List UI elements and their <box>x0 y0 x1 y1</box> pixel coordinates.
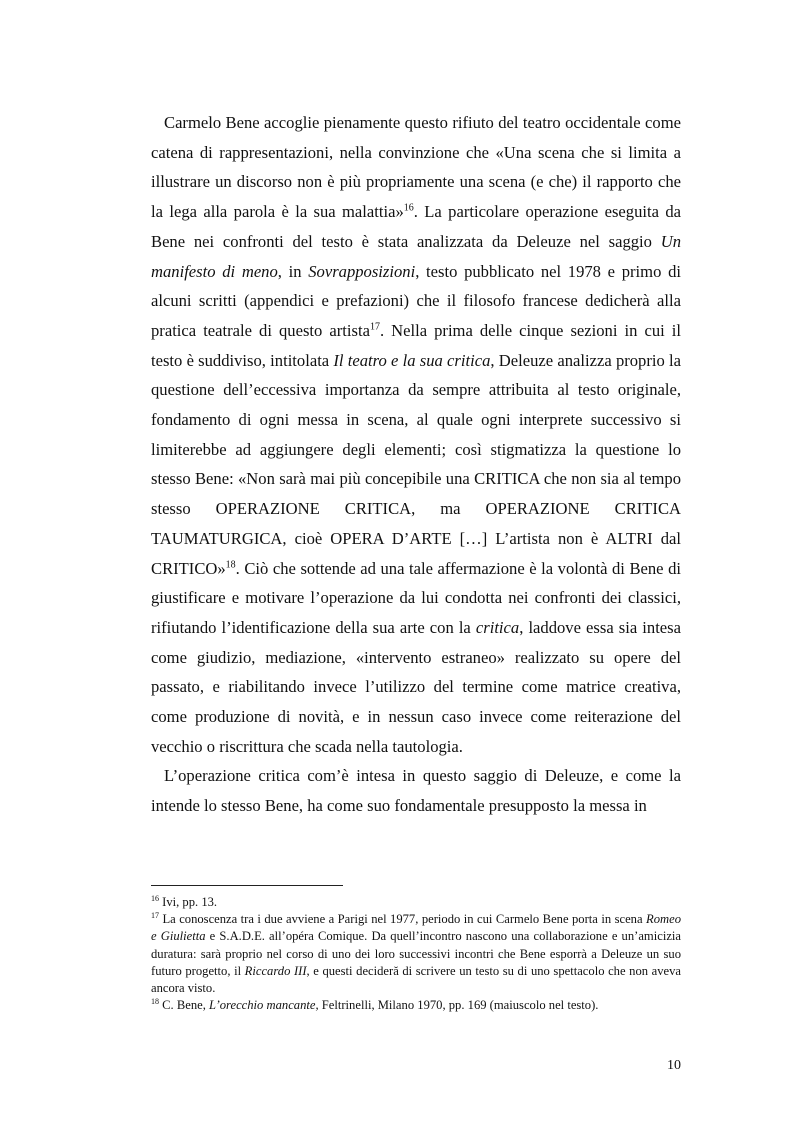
text-run: , laddove essa sia intesa come giudizio, mediazione, «intervento estraneo» realizzato su opere del passato, e riabilitando invece l’utilizzo del termine come matrice creativa, come produzione di novità, e in nessun caso invece come reiterazione del vecchio o riscrittura che scada nella tautologia. <box>151 617 681 756</box>
footnote-separator <box>151 885 343 886</box>
footnote-reference: 17 <box>369 321 380 333</box>
body-text <box>151 108 681 821</box>
paragraph-2 <box>151 761 681 820</box>
footnotes <box>151 894 681 1014</box>
text-run: . Nella prima delle cinque sezioni in cui il testo è suddiviso, intitolata <box>151 320 682 370</box>
text-run: L’operazione critica com’è intesa in questo saggio di Deleuze, e come la intende lo stesso Bene, ha come suo fondamentale presupposto la messa in <box>151 766 681 816</box>
page-number: 10 <box>667 1058 681 1073</box>
italic-text: L’orecchio mancante, <box>209 998 319 1013</box>
text-run: , e questi decideră di scrivere un testo su di uno spettacolo che non aveva ancora visto. <box>151 963 681 996</box>
footnote-reference: 18 <box>225 559 236 571</box>
footnote-18 <box>151 997 681 1014</box>
paragraph-1 <box>151 108 681 761</box>
italic-text: Romeo e Giulietta <box>151 912 681 944</box>
text-run: . La particolare operazione eseguita da Bene nei confronti del testo è stata analizzata da Deleuze nel saggio <box>151 202 681 251</box>
italic-text: Sovrapposizioni <box>308 261 416 281</box>
text-run: C. Bene, <box>159 998 210 1013</box>
text-run: , in <box>277 261 309 281</box>
footnote-number: 18 <box>151 997 159 1007</box>
footnote-number: 17 <box>151 911 159 921</box>
footnote-16 <box>151 894 681 911</box>
text-run: , Deleuze analizza proprio la questione dell’eccessiva importanza da sempre attribuita al testo originale, fondamento di ogni messa in scena, al quale ogni interprete successivo si limiterebbe ad aggiungere degli elementi; così stigmatizza la questione lo stesso Bene: «Non sarà mai più concepibile una CRITICA che non sia al tempo stesso OPERAZIONE CRITICA, ma OPERAZIONE CRITICA TAUMATURGICA, cioè OPERA D’ARTE […] L’artista non è ALTRI dal CRITICO» <box>151 350 681 578</box>
italic-text: Un manifesto di meno <box>151 231 681 281</box>
footnote-17 <box>151 911 681 997</box>
italic-text: Il teatro e la sua critica <box>333 350 491 370</box>
text-run: Carmelo Bene accoglie pienamente questo rifiuto del teatro occidentale come catena di rappresentazioni, nella convinzione che «Una scena che si limita a illustrare un discorso non è più propriamente una scena (e che) il rapporto che la lega alla parola è la sua malattia» <box>151 113 681 222</box>
text-run: e S.A.D.E. all’opéra Comique. Da quell’incontro nascono una collaborazione e un’amicizia duratura: sarà proprio nel corso di uno dei loro successivi incontri che Bene esporrà a Deleuze un suo futuro progetto, il <box>151 929 681 978</box>
footnote-number: 16 <box>151 893 159 903</box>
italic-text: Riccardo III <box>244 963 307 978</box>
text-run: . Ciò che sottende ad una tale affermazione è la volontà di Bene di giustificare e motivare l’operazione da lui condotta nei confronti dei classici, rifiutando l’identificazione della sua arte con la <box>151 558 681 637</box>
text-run: Ivi, pp. 13. <box>159 895 218 909</box>
text-run: , testo pubblicato nel 1978 e primo di alcuni scritti (appendici e prefazioni) che il filosofo francese dedicherà alla pratica teatrale di questo artista <box>151 261 681 340</box>
text-run: La conoscenza tra i due avviene a Parigi nel 1977, periodo in cui Carmelo Bene porta in scena <box>159 912 647 927</box>
text-run: Feltrinelli, Milano 1970, pp. 169 (maiuscolo nel testo). <box>318 998 599 1013</box>
italic-text: critica <box>475 617 520 637</box>
footnote-reference: 16 <box>403 202 414 214</box>
